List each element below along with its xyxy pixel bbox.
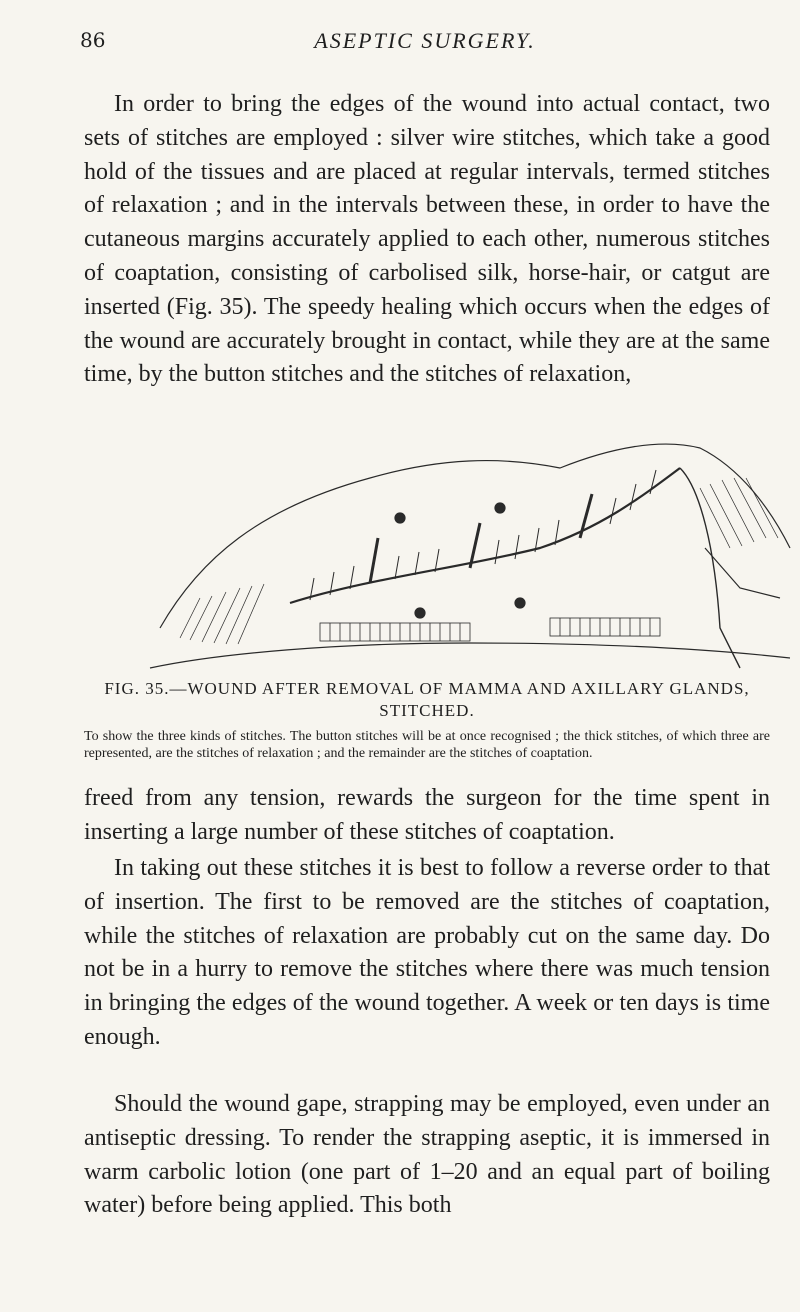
paragraph-1: In order to bring the edges of the wound into actual contact, two sets of stitches are employed : silver wire stitches, which take a good hold of the tissues and are placed at regular intervals, termed stitches of relaxation ; and in the intervals between these, in order to have the cutaneous margins accurately applied to each other, numerous stitches of coaptation, consisting of carbolised silk, horse-hair, or catgut are inserted (Fig. 35). The speedy healing which occurs when the edges of the wound are accurately brought in contact, while they are at the same time, by the button stitches and the stitches of relaxation, bbox=[84, 91, 770, 388]
paragraph-4: Should the wound gape, strapping may be employed, even under an antiseptic dressing. To render the strapping aseptic, it is immersed in warm carbolic lotion (one part of 1–20 and an equal part of boiling water) before being applied. This both bbox=[84, 1091, 770, 1219]
figure-35-illustration bbox=[140, 428, 800, 674]
wound-engraving bbox=[140, 428, 800, 674]
figure-caption-note: To show the three kinds of stitches. The button stitches will be at once recognised ; the thick stitches, of which three are represented, are the stitches of relaxation ; and the remainder are the stitches of coaptation. bbox=[84, 729, 770, 761]
paragraph-3: In taking out these stitches it is best to follow a reverse order to that of insertion. The first to be removed are the stitches of coaptation, while the stitches of relaxation are probably cut on the same day. Do not be in a hurry to remove the stitches where there was much tension in bringing the edges of the wound together. A week or ten days is time enough. bbox=[84, 855, 770, 1050]
figure-caption-title: FIG. 35.—WOUND AFTER REMOVAL OF MAMMA AND AXILLARY GLANDS, STITCHED. bbox=[104, 679, 750, 720]
paragraph-2: freed from any tension, rewards the surgeon for the time spent in inserting a large number of these stitches of coaptation. bbox=[84, 785, 770, 845]
running-title: ASEPTIC SURGERY. bbox=[314, 28, 536, 53]
page-header bbox=[80, 28, 770, 64]
page-number: 86 bbox=[80, 28, 106, 52]
